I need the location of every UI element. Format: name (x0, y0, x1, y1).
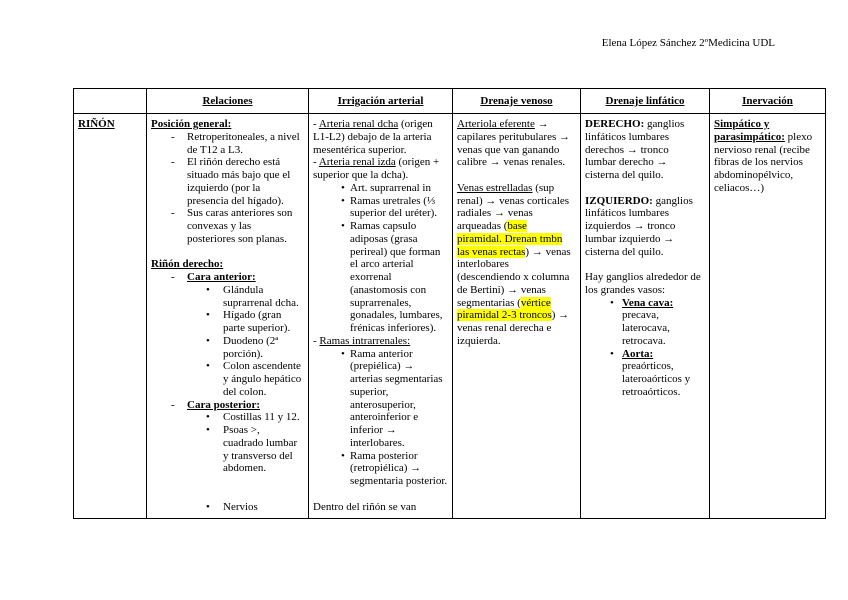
innervation-text: plexo nervioso renal (recibe fibras de los nervios abdominopélvico, celiacos…) (714, 130, 813, 194)
list-item-text: Hígado (gran parte superior). (223, 309, 291, 334)
efferent-arteriole-paragraph (457, 118, 576, 169)
relaciones-content (151, 114, 304, 518)
left-lymph-label: IZQUIERDO: (585, 194, 653, 207)
list-item (151, 335, 304, 361)
list-item-text: Ramas uretrales (⅓ superior del uréter). (350, 194, 438, 220)
intrarenal-branches-paragraph (313, 335, 448, 348)
list-item-text: Art. suprarrenal in (350, 181, 431, 194)
list-item (313, 195, 448, 221)
list-item (151, 156, 304, 207)
header-drenaje-linfatico: Drenaje linfático (581, 89, 710, 114)
dash-prefix: - (313, 334, 320, 347)
drenaje-venoso-cell (453, 114, 581, 519)
posterior-face-label: Cara posterior: (187, 398, 261, 411)
row-label-cell (74, 114, 147, 519)
inervacion-cell (710, 114, 826, 519)
list-item (313, 182, 448, 195)
innervation-label: Simpático y parasimpático: (714, 118, 785, 143)
list-item (585, 297, 705, 348)
irrigacion-content (313, 114, 448, 518)
right-lymph-label: DERECHO: (585, 118, 645, 130)
irrigacion-cell (309, 114, 453, 519)
stellate-veins-paragraph (457, 182, 576, 348)
table-header-row (74, 89, 826, 114)
right-kidney-heading: Riñón derecho: (151, 258, 224, 271)
dash-prefix: - (313, 118, 319, 130)
list-item-text: Nervios (223, 500, 258, 513)
row-label-content (78, 114, 142, 518)
page-header-author: Elena López Sánchez 2ºMedicina UDL (601, 37, 775, 49)
list-item-text: Sus caras anteriores son convexas y las posteriores son planas. (187, 207, 293, 245)
left-lymph-text: ganglios linfáticos lumbares izquierdos → tronco lumbar izquierdo → cisterna del quilo. (585, 194, 693, 258)
row-label: RIÑÓN (78, 118, 115, 130)
intrarenal-branches-name: Ramas intrarrenales: (319, 334, 411, 347)
list-item-text: Psoas >, cuadrado lumbar y transverso del abdomen. (223, 424, 298, 475)
list-item-text: Ramas capsulo adiposas (grasa perireal) que forman el arco arterial exorrenal (anastomosis con suprarrenales, gonadales, lumbares, frénicas inferiores). (350, 220, 443, 334)
anterior-face-label: Cara anterior: (187, 271, 256, 283)
drenaje-linfatico-cell (581, 114, 710, 519)
great-vessels-intro: Hay ganglios alrededor de los grandes vasos: (585, 271, 701, 296)
highlighted-text: vértice piramidal 2-3 troncos (457, 296, 552, 322)
inervacion-content (714, 114, 821, 518)
list-item-text: Colon ascendente y ángulo hepático del colon. (223, 360, 302, 398)
list-item-text: Rama posterior (retropiélica) → segmentaria posterior. (350, 449, 448, 487)
list-item-text: Retroperitoneales, a nivel de T12 a L3. (187, 130, 300, 156)
posterior-face-item (151, 399, 304, 412)
general-position-heading: Posición general: (151, 118, 232, 130)
header-cell-empty (74, 89, 147, 114)
left-lymph-paragraph (585, 195, 705, 259)
list-item-text: Rama anterior (prepiélica) → arterias segmentarias superior, anterosuperior, anteroinferior e inferior → interlobares. (350, 347, 443, 449)
header-drenaje-venoso: Drenaje venoso (453, 89, 581, 114)
stellate-veins-name: Venas estrelladas (457, 181, 533, 194)
drenaje-linfatico-content (585, 114, 705, 518)
stellate-veins-text: ) → venas renal derecha e izquierda. (457, 309, 570, 347)
closing-sentence: Dentro del riñón se van (313, 500, 417, 513)
dash-prefix: - (313, 156, 319, 169)
list-item-text: Costillas 11 y 12. (223, 411, 300, 424)
header-inervacion: Inervación (710, 89, 826, 114)
right-lymph-text: ganglios linfáticos lumbares derechos → tronco lumbar derecho → cisterna del quilo. (585, 118, 685, 181)
list-item-text: El riñón derecho está situado más bajo que el izquierdo (por la presencia del hígado). (187, 156, 291, 207)
anterior-face-item (151, 271, 304, 284)
drenaje-venoso-content (457, 114, 576, 518)
stellate-veins-text: (sup renal) → venas corticales radiales → venas arqueadas ( (457, 181, 570, 232)
list-item-text: Duodeno (2ª porción). (223, 334, 279, 360)
list-item (585, 348, 705, 399)
table-row-rinon (74, 114, 826, 519)
header-irrigacion-arterial: Irrigación arterial (309, 89, 453, 114)
efferent-arteriole-text: → capilares peritubulares → venas que van ganando calibre → venas renales. (457, 118, 571, 169)
highlighted-text: base piramidal. Drenan tmbn las venas rectas (457, 220, 563, 258)
list-item (151, 131, 304, 157)
left-renal-artery-text: (origen + superior que la dcha). (313, 156, 440, 181)
list-item (151, 501, 304, 514)
kidney-summary-table (73, 88, 826, 519)
list-item (151, 424, 304, 475)
left-renal-artery-name: Arteria renal izda (318, 156, 396, 169)
aorta-label: Aorta: (622, 347, 654, 360)
list-item (313, 450, 448, 488)
list-item (151, 360, 304, 398)
vena-cava-label: Vena cava: (622, 296, 674, 309)
right-renal-artery-text: (origen L1-L2) debajo de la arteria mesentérica superior. (313, 118, 433, 156)
list-item (151, 284, 304, 310)
left-renal-artery-paragraph (313, 156, 448, 182)
vena-cava-text: precava, laterocava, retrocava. (622, 309, 670, 347)
efferent-arteriole-name: Arteriola eferente (457, 118, 535, 130)
right-renal-artery-paragraph (313, 118, 448, 156)
right-renal-artery-name: Arteria renal dcha (318, 118, 399, 130)
list-item (151, 309, 304, 335)
list-item (151, 411, 304, 424)
list-item (151, 207, 304, 245)
list-item (313, 348, 448, 450)
header-relaciones: Relaciones (147, 89, 309, 114)
list-item (313, 220, 448, 335)
aorta-text: preaórticos, lateroaórticos y retroaórticos. (622, 360, 691, 398)
list-item-text: Glándula suprarrenal dcha. (223, 283, 299, 309)
innervation-paragraph (714, 118, 821, 195)
relaciones-cell (147, 114, 309, 519)
right-lymph-paragraph (585, 118, 705, 182)
stellate-veins-text: ) → venas interlobares (descendiendo x columna de Bertini) → venas segmentarias ( (457, 245, 571, 309)
